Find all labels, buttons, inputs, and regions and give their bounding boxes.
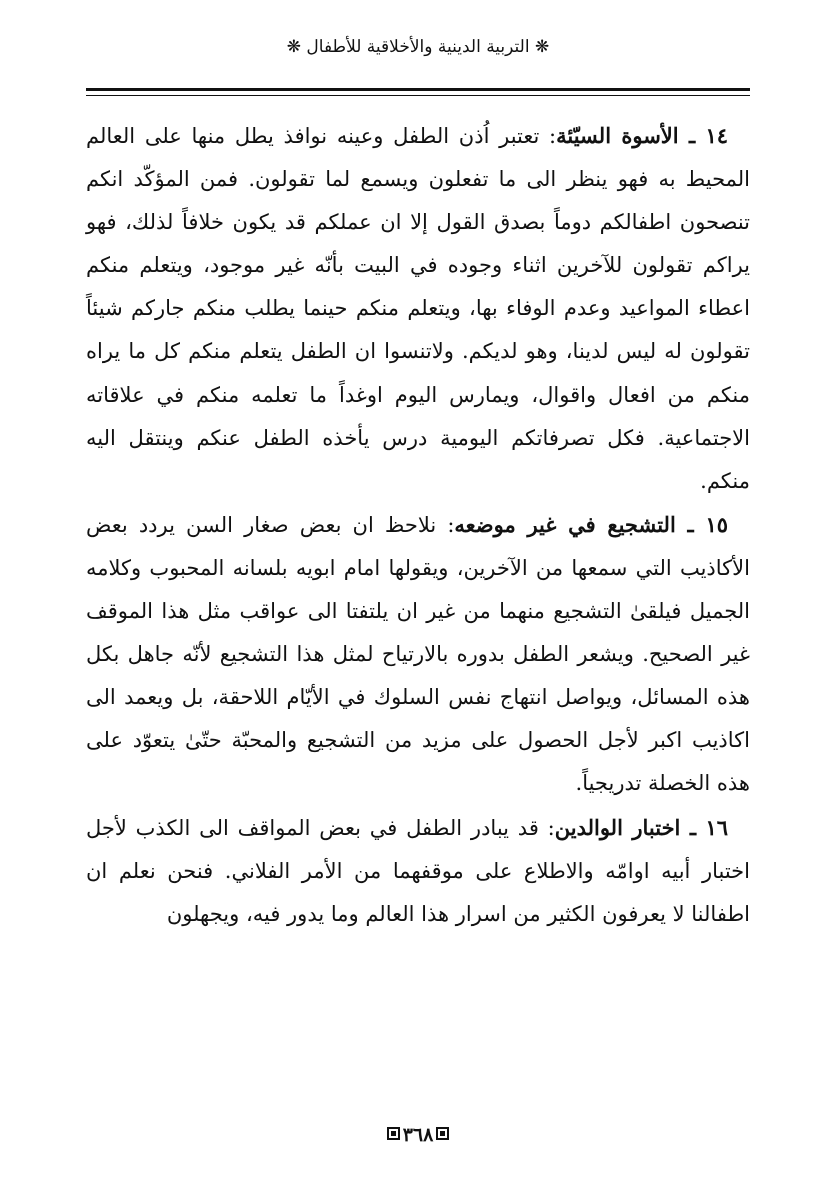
section-text-15: : نلاحظ ان بعض صغار السن يردد بعض الأكاذيب التي سمعها من الآخرين، ويقولها امام ابويه بلسانه المحبوب وكلامه الجميل فيلقىٰ التشجيع منهما من غير ان يلتفتا الى عواقب مثل هذا الموقف غير الصحيح. ويشعر الطفل بدوره بالارتياح لمثل هذا التشجيع لأنّه جاهل بكل هذه المسائل، ويواصل انتهاج نفس السلوك في الأيّام اللاحقة، بل ويعمد الى اكاذيب اكبر لأجل الحصول على مزيد من التشجيع والمحبّة حتّىٰ يتعوّد على هذه الخصلة تدريجياً. [86,512,750,796]
ornament-square-icon [436,1127,449,1140]
section-heading-16: ١٦ ـ اختبار الوالدين [554,814,728,840]
paragraph-15 [86,503,750,806]
ornament-square-icon [387,1127,400,1140]
section-text-16: : قد يبادر الطفل في بعض المواقف الى الكذب لأجل اختبار أبيه اوامّه والاطلاع على موقفهما من الأمر الفلاني. فنحن نعلم ان اطفالنا لا يعرفون الكثير من اسرار هذا العالم وما يدور فيه، ويجهلون [86,815,750,926]
running-header: ❋ التربية الدينية والأخلاقية للأطفال ❋ [286,37,550,57]
section-heading-14: ١٤ ـ الأسوة السيّئة [556,123,728,148]
paragraph-16 [86,806,750,936]
page-number: ٣٦٨ [402,1124,434,1146]
header-rule-thin [86,95,750,96]
page-footer [86,1123,750,1147]
header-rule-thick [86,88,750,91]
section-text-14: : تعتبر اُذن الطفل وعينه نوافذ يطل منها على العالم المحيط به فهو ينظر الى ما تفعلون ويسمع لما تقولون. فمن المؤكّد انكم تنصحون اطفالكم دوماً بصدق القول إلا ان عملكم قد يكون خلافاً لذلك، فهو يراكم تقولون للآخرين اثناء وجوده في البيت بأنّه غير موجود، ويتعلم منكم اعطاء المواعيد وعدم الوفاء بها، ويتعلم منكم حينما يطلب منكم جاركم شيئاً تقولون له ليس لدينا، وهو لديكم. ولاتنسوا ان الطفل يتعلم منكم كل ما يراه منكم من افعال واقوال، ويمارس اليوم اوغداً ما تعلمه منكم في علاقاته الاجتماعية. فكل تصرفاتكم اليومية درس يأخذه الطفل عنكم وينتقل اليه منكم. [86,124,750,493]
paragraph-14 [86,114,750,503]
section-heading-15: ١٥ ـ التشجيع في غير موضعه [454,511,728,537]
body-text [86,114,750,936]
